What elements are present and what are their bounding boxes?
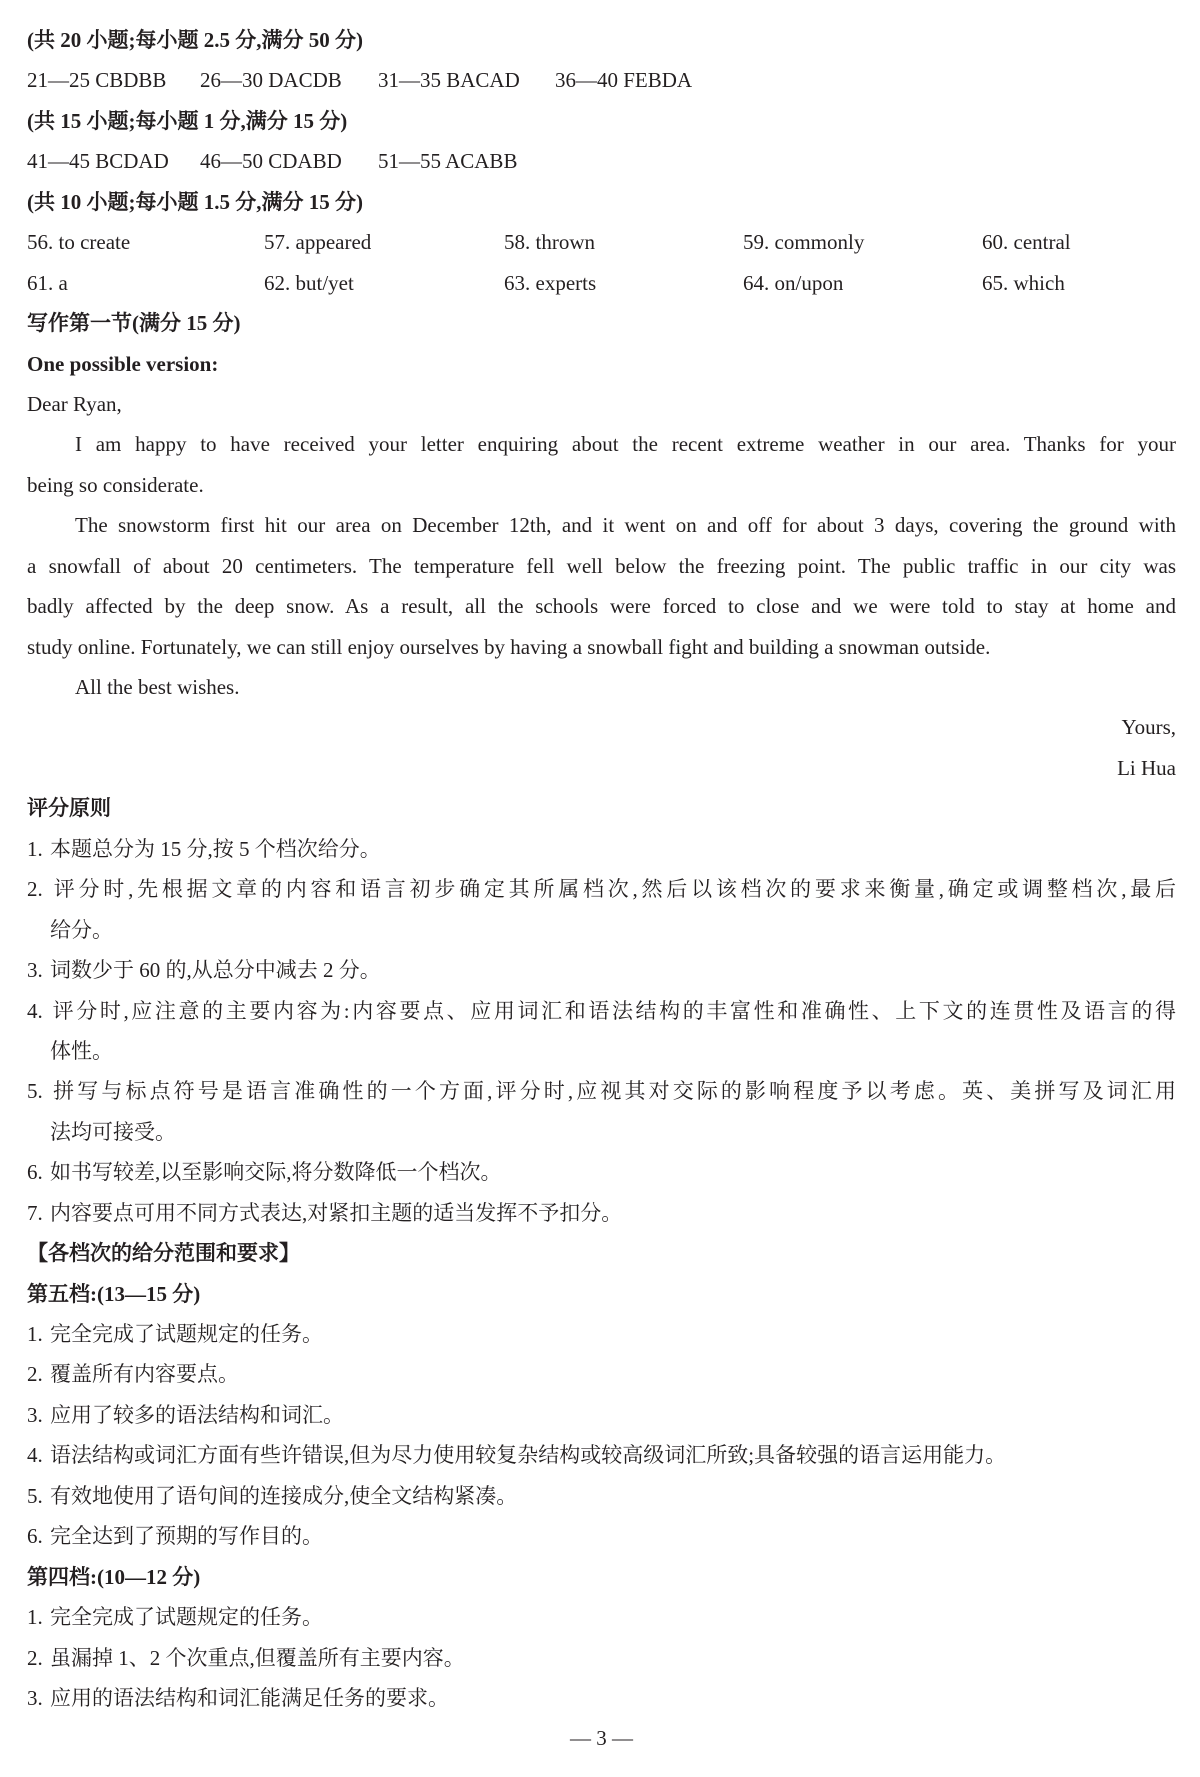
question-range: 31—35 [378, 68, 441, 93]
item-text: 完全达到了预期的写作目的。 [50, 1524, 323, 1549]
rule-number: 4. [27, 998, 43, 1023]
item-number: 2. [27, 1362, 43, 1387]
rule-text: 内容要点可用不同方式表达,对紧扣主题的适当发挥不予扣分。 [50, 1200, 623, 1225]
answer-letters: CDABD [268, 149, 342, 174]
fill-in-answer [504, 263, 743, 303]
rule-text: 评分时,先根据文章的内容和语言初步确定其所属档次,然后以该档次的要求来衡量,确定或调整档次,最后 [50, 877, 1176, 902]
band-item [27, 1435, 1176, 1475]
part3-heading: (共 10 小题;每小题 1.5 分,满分 15 分) [27, 189, 363, 214]
band-item [27, 1395, 1176, 1435]
answer-letters: CBDBB [95, 68, 167, 93]
rule-number: 7. [27, 1200, 43, 1225]
rule-number: 2. [27, 877, 43, 902]
item-text: 完全完成了试题规定的任务。 [50, 1322, 323, 1346]
answer-text: to create [58, 230, 131, 255]
rule-text: 拼写与标点符号是语言准确性的一个方面,评分时,应视其对交际的影响程度予以考虑。英、美拼写及词汇用 [50, 1079, 1176, 1104]
question-number: 65. [982, 270, 1009, 295]
item-number: 6. [27, 1524, 43, 1549]
part2-answer-row [27, 141, 1176, 181]
question-number: 56. [27, 230, 54, 255]
scoring-heading: 评分原则 [27, 796, 111, 821]
answer-group [555, 60, 692, 100]
rule-text: 法均可接受。 [50, 1119, 176, 1144]
band-item [27, 1354, 1176, 1394]
rule-text: 词数少于 60 的,从总分中减去 2 分。 [50, 958, 381, 983]
answer-group [378, 60, 555, 100]
item-number: 1. [27, 1605, 43, 1630]
page-number: — 3 — [570, 1726, 633, 1751]
answer-text: but/yet [295, 270, 354, 295]
rule-text: 评分时,应注意的主要内容为:内容要点、应用词汇和语法结构的丰富性和准确性、上下文的连贯性及语言的得 [50, 998, 1176, 1023]
answer-group [200, 141, 378, 181]
band-item [27, 1314, 1176, 1354]
item-number: 3. [27, 1685, 43, 1710]
letter-line: badly affected by the deep snow. As a result, all the schools were forced to close and we were told to stay at home and [27, 594, 1176, 619]
question-number: 59. [743, 230, 770, 255]
answer-text: a [58, 270, 68, 295]
letter-line: study online. Fortunately, we can still enjoy ourselves by having a snowball fight and building a snowman outside. [27, 634, 991, 659]
answer-group [200, 60, 378, 100]
item-number: 5. [27, 1483, 43, 1508]
item-text: 虽漏掉 1、2 个次重点,但覆盖所有主要内容。 [50, 1645, 465, 1670]
answer-letters: BCDAD [95, 149, 169, 174]
question-number: 63. [504, 270, 531, 295]
question-number: 60. [982, 230, 1009, 255]
item-number: 1. [27, 1322, 43, 1346]
answer-text: experts [535, 270, 597, 295]
question-range: 36—40 [555, 68, 618, 93]
question-range: 46—50 [200, 149, 263, 174]
fill-in-answer [264, 222, 504, 262]
question-number: 64. [743, 270, 770, 295]
rule-number: 1. [27, 836, 43, 861]
letter-line: The snowstorm first hit our area on December 12th, and it went on and off for about 3 days, covering the ground with [75, 513, 1176, 538]
rule-text: 给分。 [50, 917, 113, 942]
letter-signoff: Yours, [1121, 715, 1176, 740]
answer-text: commonly [774, 230, 865, 255]
item-number: 4. [27, 1443, 43, 1468]
question-number: 58. [504, 230, 531, 255]
scoring-rule [27, 991, 1176, 1072]
answer-letters: FEBDA [623, 68, 693, 93]
rule-text: 本题总分为 15 分,按 5 个档次给分。 [50, 836, 381, 861]
bands-heading: 【各档次的给分范围和要求】 [27, 1241, 300, 1266]
letter-paragraph [27, 505, 1176, 667]
question-range: 26—30 [200, 68, 263, 93]
letter-signature: Li Hua [1117, 755, 1176, 780]
fill-in-answer [743, 222, 982, 262]
fill-in-answer [27, 222, 264, 262]
rule-number: 6. [27, 1160, 43, 1185]
part1-heading: (共 20 小题;每小题 2.5 分,满分 50 分) [27, 28, 363, 52]
question-number: 62. [264, 270, 291, 295]
answer-text: thrown [535, 230, 595, 255]
question-number: 61. [27, 270, 54, 295]
letter-line: I am happy to have received your letter enquiring about the recent extreme weather in our area. Thanks for your [75, 432, 1176, 457]
band-item [27, 1678, 1176, 1718]
answer-text: appeared [295, 230, 372, 255]
question-range: 51—55 [378, 149, 441, 174]
answer-letters: BACAD [446, 68, 520, 93]
version-label: One possible version: [27, 351, 219, 376]
letter-salutation: Dear Ryan, [27, 391, 122, 416]
answer-letters: ACABB [445, 149, 518, 174]
answer-group [27, 60, 200, 100]
band-item [27, 1476, 1176, 1516]
letter-closing: All the best wishes. [75, 675, 240, 699]
rule-text: 如书写较差,以至影响交际,将分数降低一个档次。 [50, 1160, 502, 1185]
rule-number: 5. [27, 1079, 43, 1104]
item-text: 有效地使用了语句间的连接成分,使全文结构紧凑。 [50, 1483, 518, 1508]
letter-line: a snowfall of about 20 centimeters. The temperature fell well below the freezing point. The public traffic in our city was [27, 553, 1176, 578]
fill-in-answer [743, 263, 982, 303]
scoring-rule [27, 950, 1176, 990]
item-text: 语法结构或词汇方面有些许错误,但为尽力使用较复杂结构或较高级词汇所致;具备较强的语言运用能力。 [50, 1443, 1007, 1468]
question-range: 21—25 [27, 68, 90, 93]
band-item [27, 1516, 1176, 1556]
fill-in-answer [264, 263, 504, 303]
scoring-rule [27, 1071, 1176, 1152]
question-range: 41—45 [27, 149, 90, 174]
fill-in-answer [982, 222, 1176, 262]
answer-text: central [1013, 230, 1071, 255]
item-number: 3. [27, 1402, 43, 1427]
answer-text: which [1013, 270, 1065, 295]
rule-number: 3. [27, 958, 43, 983]
letter-paragraph [27, 424, 1176, 505]
band-title: 第五档:(13—15 分) [27, 1281, 201, 1306]
band-item [27, 1638, 1176, 1678]
answer-group [378, 141, 517, 181]
scoring-rule [27, 1152, 1176, 1192]
part2-heading: (共 15 小题;每小题 1 分,满分 15 分) [27, 108, 348, 133]
answer-group [27, 141, 200, 181]
part1-answer-row [27, 60, 1176, 100]
writing-section-heading: 写作第一节(满分 15 分) [27, 311, 241, 336]
part3-answer-row [27, 263, 1176, 303]
scoring-rule [27, 1193, 1176, 1233]
item-text: 应用了较多的语法结构和词汇。 [50, 1402, 344, 1427]
letter-line: being so considerate. [27, 472, 204, 497]
question-number: 57. [264, 230, 291, 255]
item-text: 完全完成了试题规定的任务。 [50, 1605, 323, 1630]
fill-in-answer [982, 263, 1176, 303]
rule-text: 体性。 [50, 1038, 113, 1063]
scoring-rule [27, 869, 1176, 950]
scoring-rule [27, 829, 1176, 869]
fill-in-answer [27, 263, 264, 303]
band-item [27, 1597, 1176, 1637]
fill-in-answer [504, 222, 743, 262]
answer-text: on/upon [774, 270, 844, 295]
item-text: 应用的语法结构和词汇能满足任务的要求。 [50, 1685, 449, 1710]
answer-letters: DACDB [268, 68, 342, 93]
item-number: 2. [27, 1645, 43, 1670]
item-text: 覆盖所有内容要点。 [50, 1362, 239, 1387]
band-title: 第四档:(10—12 分) [27, 1564, 201, 1589]
part3-answer-row [27, 222, 1176, 262]
